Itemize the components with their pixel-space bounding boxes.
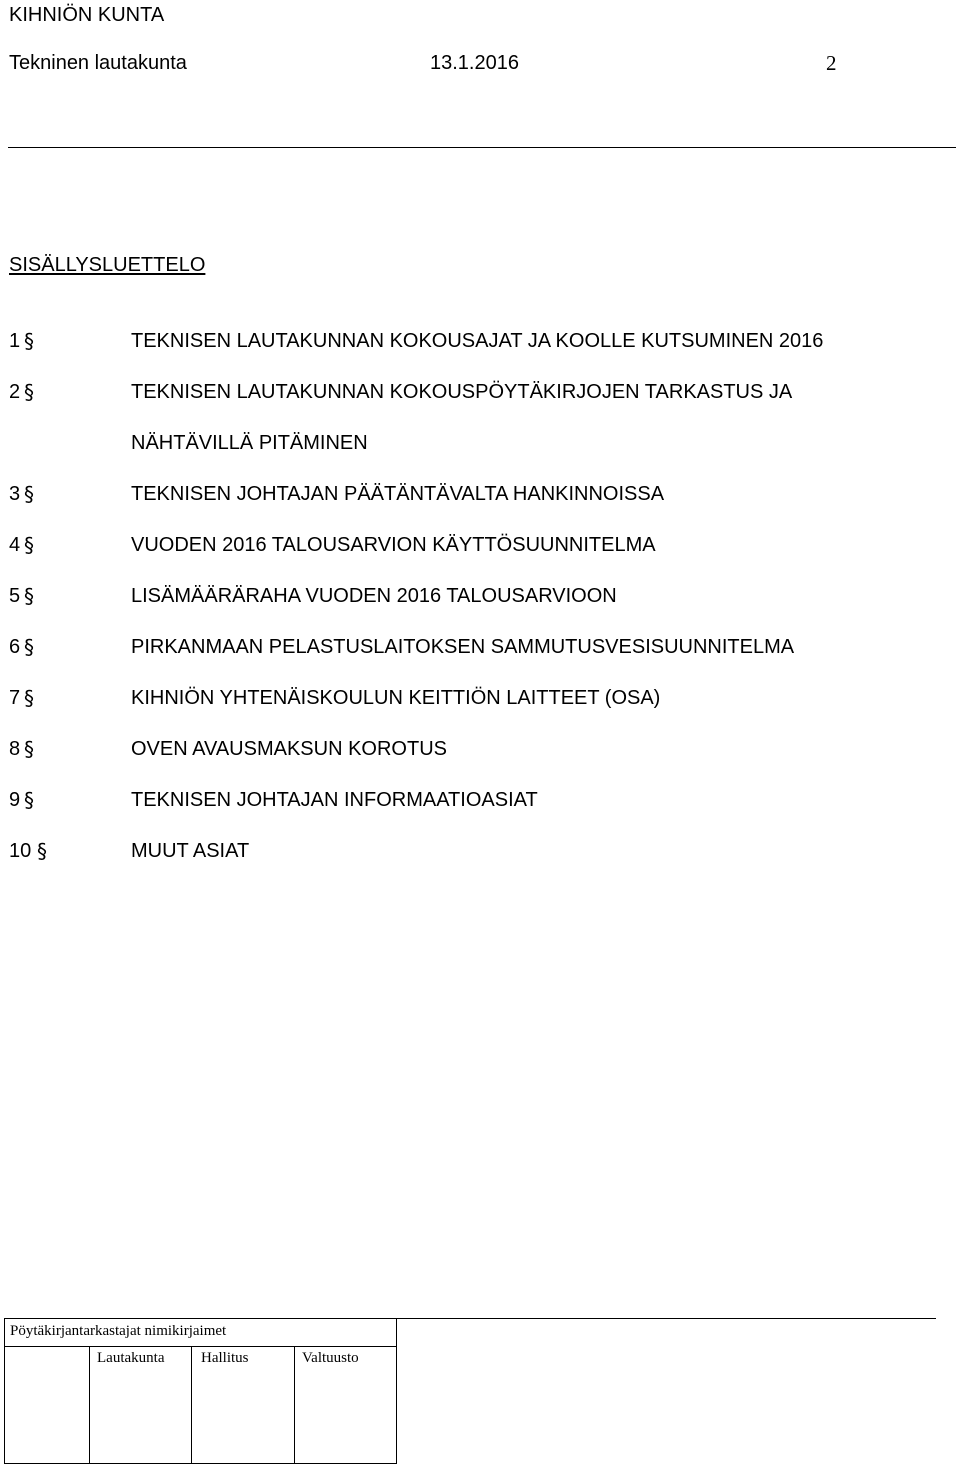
toc-item-title: TEKNISEN LAUTAKUNNAN KOKOUSPÖYTÄKIRJOJEN TARKASTUS JA xyxy=(131,381,793,403)
signature-column-divider xyxy=(191,1347,192,1463)
toc-item-title: TEKNISEN JOHTAJAN PÄÄTÄNTÄVALTA HANKINNOISSA xyxy=(131,483,665,505)
section-sign-icon: § xyxy=(24,788,34,812)
section-sign-icon: § xyxy=(37,839,47,863)
toc-item-title: KIHNIÖN YHTENÄISKOULUN KEITTIÖN LAITTEET (OSA) xyxy=(131,687,661,709)
toc-item-title: OVEN AVAUSMAKSUN KOROTUS xyxy=(131,738,447,760)
toc-title: SISÄLLYSLUETTELO xyxy=(9,254,206,276)
signature-column-divider xyxy=(294,1347,295,1463)
page-number: 2 xyxy=(826,51,837,75)
toc-item-title-continued: NÄHTÄVILLÄ PITÄMINEN xyxy=(131,432,368,454)
toc-item-number: 3 xyxy=(9,483,21,505)
signature-column-divider xyxy=(89,1347,90,1463)
signature-box-divider xyxy=(5,1346,396,1347)
signature-label: Pöytäkirjantarkastajat nimikirjaimet xyxy=(10,1323,227,1339)
toc-item-number: 5 xyxy=(9,585,21,607)
meeting-date: 13.1.2016 xyxy=(430,52,519,74)
toc-item-number: 8 xyxy=(9,738,21,760)
toc-item-number: 7 xyxy=(9,687,21,709)
section-sign-icon: § xyxy=(24,533,34,557)
section-sign-icon: § xyxy=(24,635,34,659)
toc-item-title: MUUT ASIAT xyxy=(131,840,250,862)
toc-item-number: 4 xyxy=(9,534,21,556)
section-sign-icon: § xyxy=(24,584,34,608)
toc-item-number: 6 xyxy=(9,636,21,658)
toc-item-number: 10 xyxy=(9,840,32,862)
footer-rule xyxy=(397,1318,936,1319)
section-sign-icon: § xyxy=(24,329,34,353)
header-divider xyxy=(8,147,956,148)
toc-item-title: TEKNISEN JOHTAJAN INFORMAATIOASIAT xyxy=(131,789,538,811)
committee-name: Tekninen lautakunta xyxy=(9,52,187,74)
toc-item-number: 1 xyxy=(9,330,21,352)
toc-item-number: 9 xyxy=(9,789,21,811)
signature-column-lautakunta: Lautakunta xyxy=(97,1350,165,1366)
section-sign-icon: § xyxy=(24,380,34,404)
toc-item-number: 2 xyxy=(9,381,21,403)
toc-item-title: TEKNISEN LAUTAKUNNAN KOKOUSAJAT JA KOOLLE KUTSUMINEN 2016 xyxy=(131,330,824,352)
signature-column-hallitus: Hallitus xyxy=(201,1350,249,1366)
section-sign-icon: § xyxy=(24,482,34,506)
section-sign-icon: § xyxy=(24,686,34,710)
toc-item-title: PIRKANMAAN PELASTUSLAITOKSEN SAMMUTUSVESISUUNNITELMA xyxy=(131,636,795,658)
toc-item-title: VUODEN 2016 TALOUSARVION KÄYTTÖSUUNNITELMA xyxy=(131,534,656,556)
organization-name: KIHNIÖN KUNTA xyxy=(9,4,165,26)
signature-column-valtuusto: Valtuusto xyxy=(302,1350,359,1366)
toc-item-title: LISÄMÄÄRÄRAHA VUODEN 2016 TALOUSARVIOON xyxy=(131,585,617,607)
section-sign-icon: § xyxy=(24,737,34,761)
